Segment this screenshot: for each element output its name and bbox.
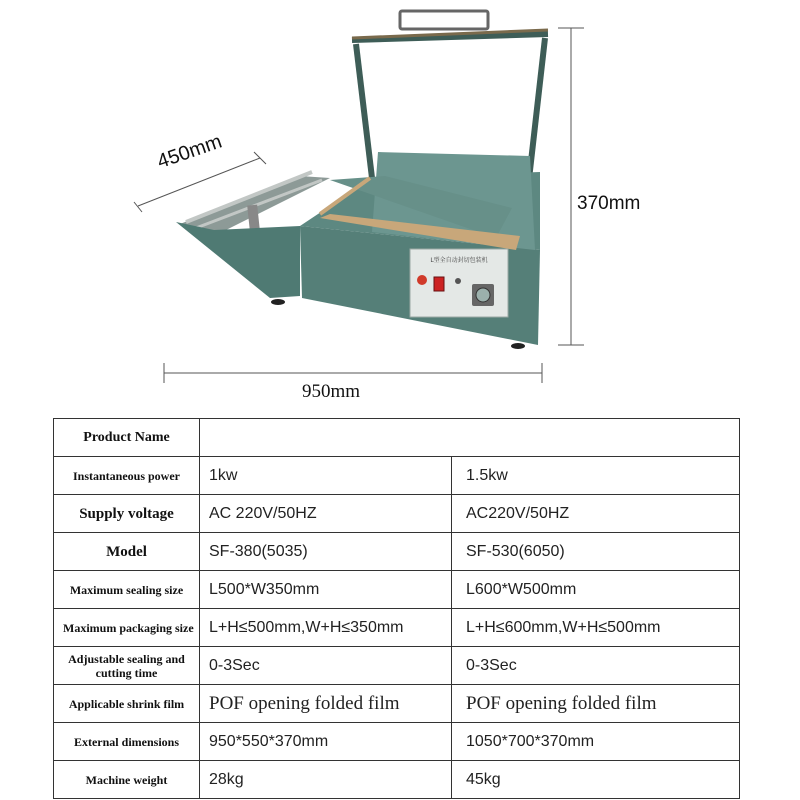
row-value-model-1: 950*550*370mm — [200, 723, 452, 761]
row-label: Maximum packaging size — [54, 609, 200, 647]
control-panel — [410, 249, 508, 317]
table-row — [54, 495, 740, 533]
row-value-model-1: L500*W350mm — [200, 571, 452, 609]
row-value-model-2: AC220V/50HZ — [452, 495, 740, 533]
row-label: Applicable shrink film — [54, 685, 200, 723]
table-row — [54, 457, 740, 495]
row-value-model-2: SF-530(6050) — [452, 533, 740, 571]
handle — [400, 11, 488, 29]
row-label: External dimensions — [54, 723, 200, 761]
control-panel-title: L型全自动封切包装机 — [430, 257, 488, 264]
table-row — [54, 761, 740, 799]
row-value-model-1: 0-3Sec — [200, 647, 452, 685]
product-name-value — [200, 419, 740, 457]
row-value-model-1: L+H≤500mm,W+H≤350mm — [200, 609, 452, 647]
row-value-model-1: 28kg — [200, 761, 452, 799]
row-label: Instantaneous power — [54, 457, 200, 495]
row-value-model-2: 45kg — [452, 761, 740, 799]
width-dimension-label: 950mm — [302, 381, 361, 402]
height-dimension-label: 370mm — [577, 193, 641, 214]
row-value-model-2: L600*W500mm — [452, 571, 740, 609]
table-row — [54, 685, 740, 723]
power-switch — [434, 277, 444, 291]
row-label: Adjustable sealing and cutting time — [54, 647, 200, 685]
row-label: Model — [54, 533, 200, 571]
row-value-model-1: SF-380(5035) — [200, 533, 452, 571]
row-value-model-2: 1.5kw — [452, 457, 740, 495]
row-value-model-2: 1050*700*370mm — [452, 723, 740, 761]
table-row — [54, 571, 740, 609]
row-label: Supply voltage — [54, 495, 200, 533]
table-row — [54, 647, 740, 685]
row-value-model-1: 1kw — [200, 457, 452, 495]
timer-knob — [476, 288, 490, 302]
table-row — [54, 723, 740, 761]
depth-dimension-label: 450mm — [154, 130, 225, 174]
row-label: Machine weight — [54, 761, 200, 799]
row-value-model-2: L+H≤600mm,W+H≤500mm — [452, 609, 740, 647]
row-value-model-2: POF opening folded film — [452, 685, 740, 723]
table-row — [54, 419, 740, 457]
row-value-model-1: AC 220V/50HZ — [200, 495, 452, 533]
row-value-model-2: 0-3Sec — [452, 647, 740, 685]
specification-table — [53, 418, 740, 799]
row-label: Maximum sealing size — [54, 571, 200, 609]
height-dimension-line — [558, 28, 584, 345]
power-indicator — [417, 275, 427, 285]
table-row — [54, 609, 740, 647]
table-row — [54, 533, 740, 571]
row-value-model-1: POF opening folded film — [200, 685, 452, 723]
product-name-label: Product Name — [54, 419, 200, 457]
width-dimension-line — [164, 363, 542, 383]
